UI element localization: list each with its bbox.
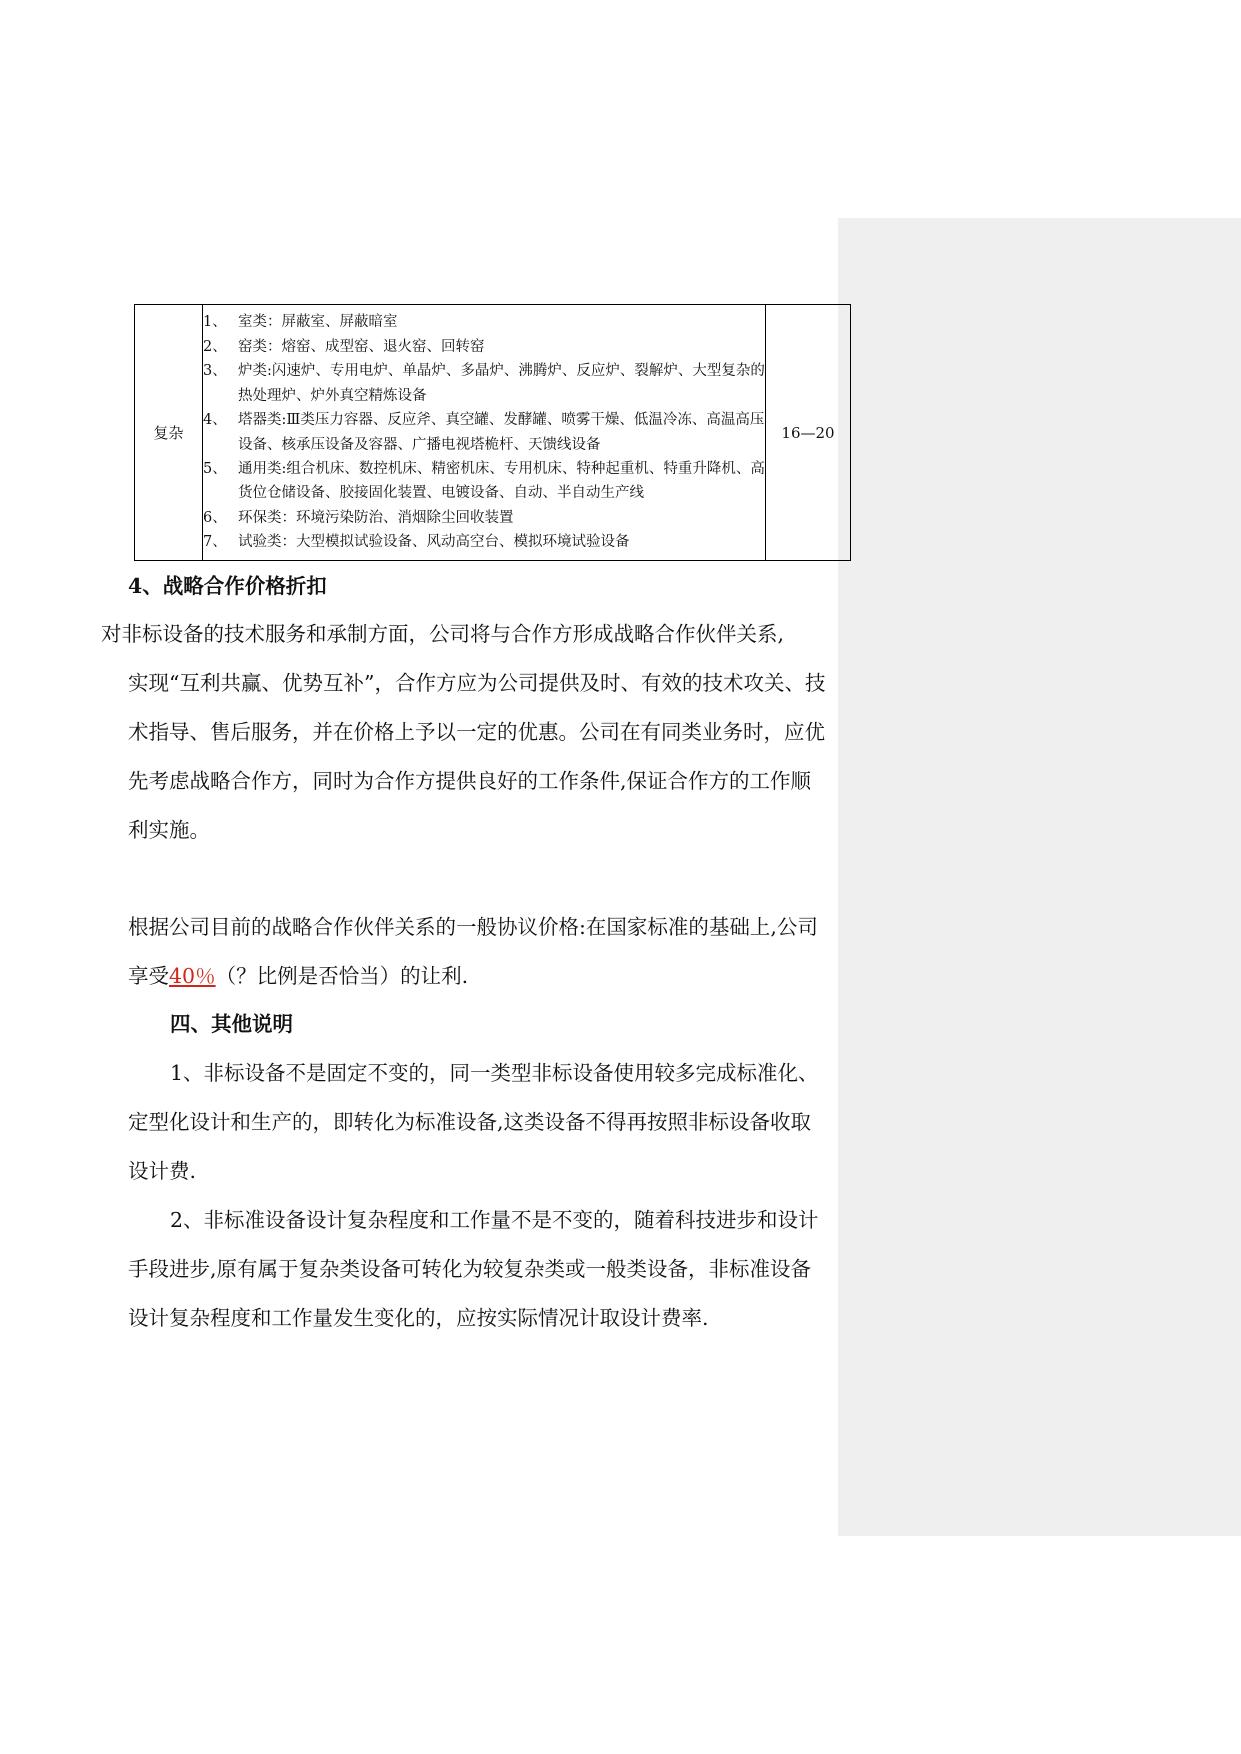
item-text: 环保类：环境污染防治、消烟除尘回收装置 <box>238 509 514 526</box>
item-text: 炉类:闪速炉、专用电炉、单晶炉、多晶炉、沸腾炉、反应炉、裂解炉、大型复杂的热处理炉、炉外真空精炼设备 <box>238 363 765 404</box>
table-row <box>135 305 851 561</box>
item-number: 3、 <box>203 363 227 380</box>
item-text: 室类：屏蔽室、屏蔽暗室 <box>238 314 398 331</box>
item-text: 窑类：熔窑、成型窑、退火窑、回转窑 <box>238 338 485 355</box>
item-number: 4、 <box>203 412 227 429</box>
list-item <box>203 457 765 506</box>
comment-margin-pane <box>838 218 1241 1536</box>
classification-table <box>134 304 851 561</box>
item-text: 通用类:组合机床、数控机床、精密机床、专用机床、特种起重机、特重升降机、高货位仓储设备、胶接固化装置、电镀设备、自动、半自动生产线 <box>238 460 765 502</box>
highlighted-percentage: 40％ <box>169 964 216 988</box>
list-item <box>203 506 765 530</box>
list-item <box>203 408 765 457</box>
paragraph: 实现“互利共赢、优势互补”，合作方应为公司提供及时、有效的技术攻关、技术指导、售后服务，并在价格上予以一定的优惠。公司在有同类业务时，应优先考虑战略合作方，同时为合作方提供良好的工作条件,保证合作方的工作顺利实施。 <box>128 671 826 842</box>
range-cell: 16—20 <box>766 305 851 561</box>
list-item <box>203 530 765 554</box>
item-number: 2、 <box>203 338 227 355</box>
item-text: 试验类：大型模拟试验设备、风动高空台、模拟环境试验设备 <box>238 534 630 551</box>
paragraph-text: （？比例是否恰当）的让利. <box>215 964 469 988</box>
item-number: 5、 <box>203 460 227 477</box>
paragraph: 1、非标设备不是固定不变的，同一类型非标设备使用较多完成标准化、定型化设计和生产的，即转化为标准设备,这类设备不得再按照非标设备收取设计费. <box>128 1061 819 1183</box>
category-cell: 复杂 <box>135 305 203 561</box>
items-cell <box>203 305 766 561</box>
paragraph-first-line: 对非标设备的技术服务和承制方面，公司将与合作方形成战略合作伙伴关系, <box>101 622 785 646</box>
item-number: 7、 <box>203 534 227 551</box>
list-item <box>203 310 765 334</box>
paragraph <box>128 903 831 1001</box>
item-number: 1、 <box>203 314 227 331</box>
item-text: 塔器类:Ⅲ类压力容器、反应斧、真空罐、发酵罐、喷雾干燥、低温冷冻、高温高压设备、核承压设备及容器、广播电视塔桅杆、天馈线设备 <box>238 412 765 453</box>
paragraph-text: 根据公司目前的战略合作伙伴关系的一般协议价格:在国家标准的基础上,公司享受 <box>128 915 818 988</box>
list-item <box>203 335 765 359</box>
paragraph: 2、非标准设备设计复杂程度和工作量不是不变的，随着科技进步和设计手段进步,原有属于复杂类设备可转化为较复杂类或一般类设备，非标准设备设计复杂程度和工作量发生变化的，应按实际情况计取设计费率. <box>128 1208 819 1330</box>
section-heading: 4、战略合作价格折扣 <box>128 574 327 598</box>
list-item <box>203 359 765 408</box>
item-number: 6、 <box>203 509 227 526</box>
section-heading: 四、其他说明 <box>170 1012 293 1036</box>
